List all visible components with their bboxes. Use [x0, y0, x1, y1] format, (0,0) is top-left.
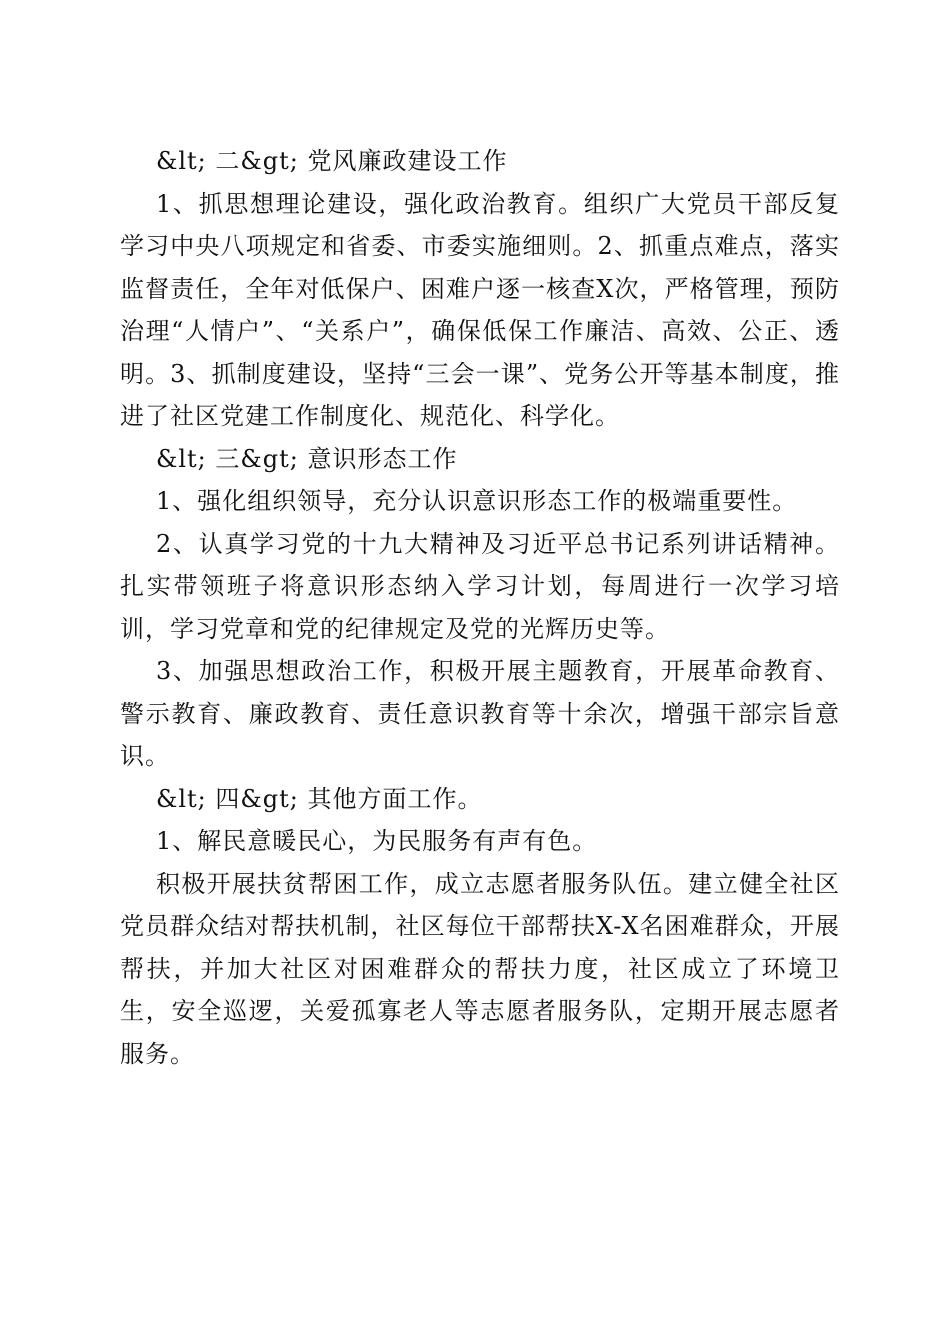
paragraph: 2、认真学习党的十九大精神及习近平总书记系列讲话精神。扎实带领班子将意识形态纳入学习计划，每周进行一次学习培训，学习党章和党的纪律规定及党的光辉历史等。 — [120, 529, 840, 643]
paragraph: 1、抓思想理论建设，强化政治教育。组织广大党员干部反复学习中央八项规定和省委、市委实施细则。2、抓重点难点，落实监督责任，全年对低保户、困难户逐一核查X次，严格管理，预防治理“人情户”、“关系户”，确保低保工作廉洁、高效、公正、透明。3、抓制度建设，坚持“三会一课”、党务公开等基本制度，推进了社区党建工作制度化、规范化、科学化。 — [120, 189, 840, 430]
section-heading-4: &lt; 四&gt; 其他方面工作。 — [156, 784, 483, 813]
section-heading-3: &lt; 三&gt; 意识形态工作 — [156, 444, 458, 473]
paragraph: 3、加强思想政治工作，积极开展主题教育，开展革命教育、警示教育、廉政教育、责任意识教育等十余次，增强干部宗旨意识。 — [120, 657, 840, 770]
paragraph: 积极开展扶贫帮困工作，成立志愿者服务队伍。建立健全社区党员群众结对帮扶机制，社区每位干部帮扶X-X名困难群众，开展帮扶，并加大社区对困难群众的帮扶力度，社区成立了环境卫生，安全巡逻，关爱孤寡老人等志愿者服务队，定期开展志愿者服务。 — [120, 869, 840, 1068]
document-body — [120, 140, 840, 1075]
paragraph: 1、强化组织领导，充分认识意识形态工作的极端重要性。 — [156, 487, 798, 515]
section-heading-2: &lt; 二&gt; 党风廉政建设工作 — [156, 147, 508, 175]
paragraph: 1、解民意暖民心，为民服务有声有色。 — [156, 827, 598, 855]
